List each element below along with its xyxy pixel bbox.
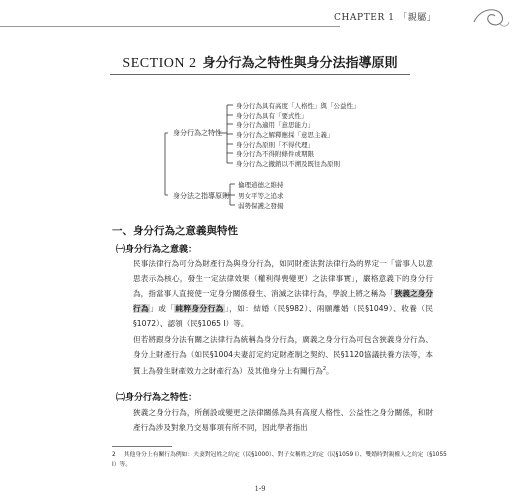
section-heading: 身分行為之特性與身分法指導原則 — [202, 56, 398, 71]
chapter-label: CHAPTER 1 — [334, 13, 395, 23]
highlighted-term: 純粹身分行為 — [175, 304, 224, 313]
paragraph-text: 」，如：結婚（民§982）、兩願離婚（民§1049）、收養（民§1072）、認領（民§1065 I）等。 — [133, 304, 434, 328]
paragraph-text: 但若將跟身分法有關之法律行為統稱為身分行為，廣義之身分行為可包含狹義身分行為、身分上財產行為（如民§1004夫妻訂定約定財產制之契約、民§1120協議扶養方法等，本質上為發生財產效力之財產行為）及其他身分上有關行為 — [133, 335, 433, 376]
footnote-rule — [112, 446, 172, 447]
tree-leaf: 倫理道德之維持 — [238, 181, 284, 189]
tree-leaf: 身分行為具有「要式性」 — [236, 112, 308, 120]
tree-branch-principles: 身分法之指導原則 — [173, 192, 229, 200]
heading-meaning-and-characteristics: 一、身分行為之意義與特性 — [112, 225, 238, 237]
tree-leaf: 身分行為之解釋應採「意思主義」 — [236, 131, 334, 139]
paragraph-definition — [133, 256, 433, 331]
footnote-text: 其他身分上有關行為例如：夫妻對冠姓之約定（民§1000）、對子女稱姓之約定（民§1059 I）、雙婚時對親權人之約定（§1055 I）等。 — [112, 452, 447, 468]
highlighted-term: 狹義之身分行為 — [133, 289, 434, 313]
footnote-reference[interactable]: 2 — [322, 366, 327, 372]
tree-leaf: 身分行為具有高度「人格性」與「公益性」 — [236, 102, 360, 110]
paragraph-broad-definition — [133, 332, 433, 379]
paragraph-text: 民事法律行為可分為財產行為與身分行為，如同財產法對法律行為的界定一「當事人以意思表示為核心，發生一定法律效果（權利得喪變更）之法律事實」，嚴格意義下的身分行為，指當事人直接使一定身分關係發生、消滅之法律行為，學說上將之稱為「 — [133, 259, 433, 298]
footnote — [112, 450, 452, 470]
subheading-characteristics: ㈡身分行為之特性： — [116, 393, 198, 403]
tree-leaf: 弱勢保護之發揚 — [238, 202, 284, 210]
page-number: 1-9 — [254, 484, 266, 493]
tree-leaf: 身分行為不得附條件或期限 — [236, 150, 314, 158]
paragraph-characteristics: 狹義之身分行為，所創設或變更之法律關係為具有高度人格性、公益性之身分關係，和財產行為涉及對象乃交易事項有所不同，因此學者指出 — [133, 408, 433, 432]
tree-leaf: 身分行為之撤銷以不溯及既往為原則 — [236, 160, 340, 168]
chapter-title: 「親屬」 — [398, 13, 437, 23]
section-label: SECTION 2 — [122, 56, 197, 71]
tree-leaf: 男女平等之追求 — [238, 192, 284, 200]
tree-leaf: 身分行為原則「不得代理」 — [236, 141, 314, 149]
paragraph-text: 。 — [326, 366, 334, 376]
paragraph-text: 」或「 — [150, 304, 175, 313]
tree-branch-characteristics: 身分行為之特性 — [173, 129, 222, 137]
subheading-meaning: ㈠身分行為之意義： — [116, 245, 198, 255]
tree-leaf: 身分行為適用「意思能力」 — [236, 121, 314, 129]
footnote-number: 2 — [112, 452, 116, 458]
